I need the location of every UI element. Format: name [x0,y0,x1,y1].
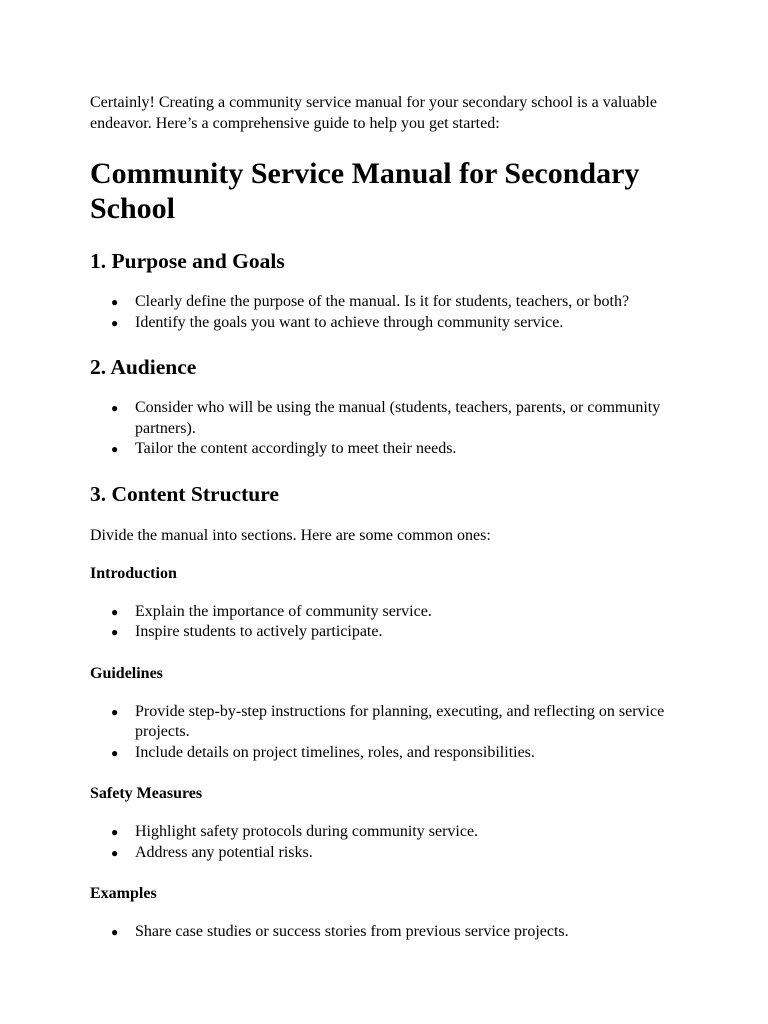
introduction-list [90,602,690,643]
document-page [90,92,690,964]
examples-list [90,922,690,943]
bullet-icon: ● [111,825,119,839]
bullet-icon: ● [111,745,119,760]
list-item: ● Highlight safety protocols during community service. [135,822,690,843]
section-heading-purpose-goals: 1. Purpose and Goals [90,249,285,273]
content-structure-text: Divide the manual into sections. Here are some common ones: [90,526,491,544]
subsection-heading-safety-measures: Safety Measures [90,785,203,802]
list-item: ● Include details on project timelines, roles, and responsibilities. [135,743,690,764]
bullet-icon: ● [111,295,119,309]
document-title: Community Service Manual for Secondary School [90,157,640,225]
list-item: ● Consider who will be using the manual (students, teachers, parents, or community partners). [111,399,661,437]
list-item: ● Provide step-by-step instructions for planning, executing, and reflecting on service projects. [111,702,665,740]
subsection-heading-introduction: Introduction [90,564,177,582]
list-item: ● Address any potential risks. [135,843,690,864]
subsection-heading-examples: Examples [90,885,157,902]
bullet-icon: ● [111,704,119,719]
safety-measures-list [90,822,690,863]
bullet-icon: ● [111,315,119,330]
list-item: ● Share case studies or success stories from previous service projects. [135,922,690,943]
list-item: ● Tailor the content accordingly to meet their needs. [135,439,690,460]
list-item: ● Clearly define the purpose of the manual. Is it for students, teachers, or both? [135,292,690,313]
section-heading-content-structure: 3. Content Structure [90,481,279,506]
bullet-icon: ● [111,604,119,619]
guidelines-list [90,702,690,764]
list-item: ● Inspire students to actively participate. [135,622,690,643]
bullet-icon: ● [111,401,119,415]
bullet-icon: ● [111,625,119,639]
bullet-icon: ● [111,845,119,860]
list-item: ● Identify the goals you want to achieve through community service. [135,313,690,334]
section-heading-audience: 2. Audience [90,355,197,379]
subsection-heading-guidelines: Guidelines [90,664,163,682]
audience-list [90,398,690,460]
bullet-icon: ● [111,925,119,939]
purpose-goals-list [90,292,690,333]
bullet-icon: ● [111,442,119,456]
intro-paragraph: Certainly! Creating a community service manual for your secondary school is a valuable endeavor. Here’s a comprehensive guide to help you get started: [90,94,657,132]
list-item: ● Explain the importance of community service. [135,602,690,623]
